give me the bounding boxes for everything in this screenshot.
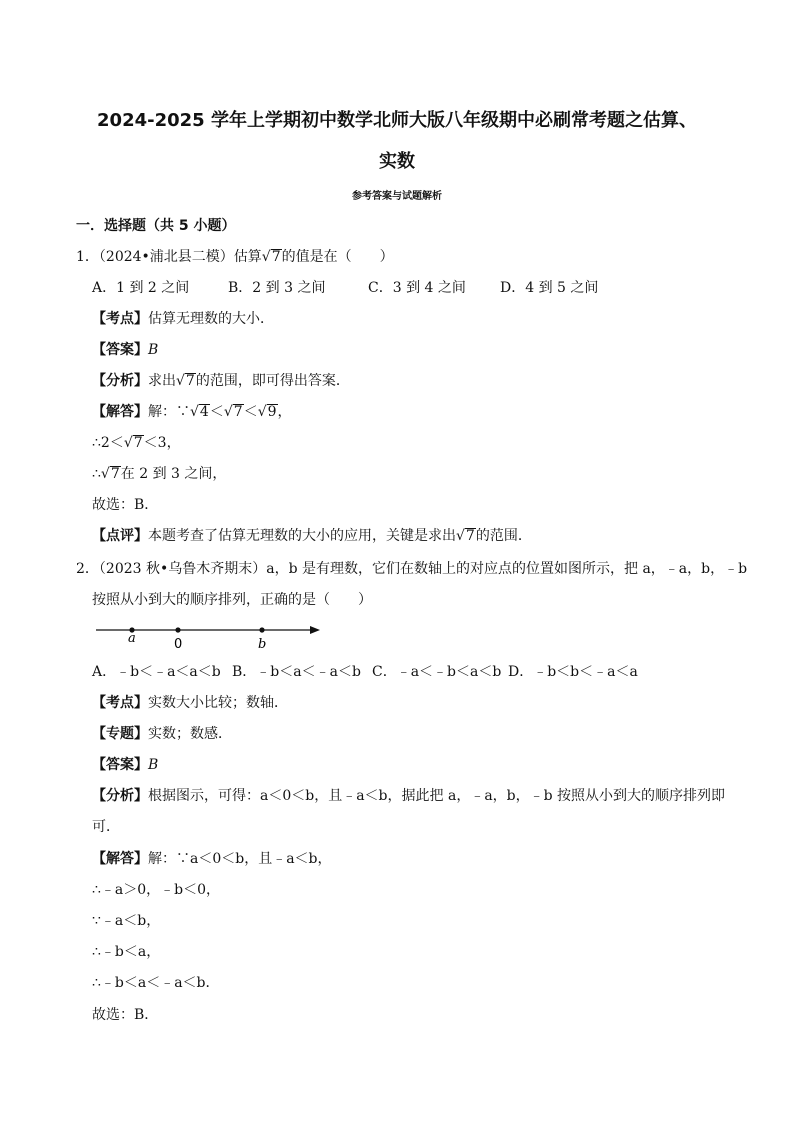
q2-answer: 【答案】B <box>92 757 159 773</box>
q1-choose: 故选：B． <box>92 497 159 513</box>
q1-options <box>92 278 598 298</box>
sqrt-7: √7 <box>100 466 120 482</box>
q2-kaodian: 【考点】实数大小比较；数轴． <box>92 695 288 711</box>
q2-jieda-step5: ∴﹣b＜a＜﹣a＜b． <box>92 975 220 991</box>
q1-option-c: C．3 到 4 之间 <box>368 280 466 296</box>
sqrt-7: √7 <box>223 404 243 420</box>
q2-zhuanti: 【专题】实数；数感． <box>92 726 232 742</box>
q1-stem-suffix: 的值是在（ ） <box>281 249 394 265</box>
page-title-line2: 实数 <box>379 151 415 172</box>
q2-fenxi-cont: 可． <box>92 819 120 835</box>
q2-jieda-step2: ∴﹣a＞0，﹣b＜0， <box>92 882 221 898</box>
number-line-arrow <box>310 626 320 634</box>
q2-jieda-step3: ∵﹣a＜b， <box>92 913 161 929</box>
label-zero: 0 <box>174 637 183 652</box>
sqrt-7: √7 <box>123 435 143 451</box>
sqrt-7: √7 <box>456 528 475 544</box>
q1-dianping: 【点评】本题考查了估算无理数的大小的应用，关键是求出√7的范围． <box>92 528 532 544</box>
page-title-line1: 2024-2025 学年上学期初中数学北师大版八年级期中必刷常考题之估算、 <box>97 110 697 131</box>
q1-step3: ∴√7在 2 到 3 之间， <box>92 466 227 482</box>
point-zero <box>175 627 180 632</box>
q1-kaodian: 【考点】估算无理数的大小． <box>92 311 274 327</box>
q2-fenxi: 【分析】根据图示，可得：a＜0＜b，且﹣a＜b，据此把 a，﹣a，b，﹣b 按照从小到大的顺序排列即 <box>92 788 726 804</box>
sqrt-9: √9 <box>257 404 277 420</box>
q1-option-a: A．1 到 2 之间 <box>92 280 190 296</box>
q2-jieda-step4: ∴﹣b＜a， <box>92 944 161 960</box>
sqrt-7: √7 <box>176 373 195 389</box>
q2-stem-line1: 2．（2023 秋•乌鲁木齐期末）a，b 是有理数，它们在数轴上的对应点的位置如图所示，把 a，﹣a，b，﹣b <box>76 561 748 577</box>
label-a: a <box>128 631 136 646</box>
q1-stem-prefix: 1．（2024•浦北县二模）估算 <box>76 249 262 265</box>
section-heading: 一．选择题（共 5 小题） <box>76 218 236 234</box>
q2-choose: 故选：B． <box>92 1007 159 1023</box>
number-line-figure <box>94 618 326 652</box>
point-b <box>259 627 264 632</box>
q1-stem <box>76 247 394 267</box>
q2-stem-line2: 按照从小到大的顺序排列，正确的是（ ） <box>92 592 372 608</box>
q1-answer: 【答案】B <box>92 342 159 358</box>
q1-fenxi: 【分析】求出√7的范围，即可得出答案． <box>92 373 350 389</box>
sqrt-4: √4 <box>190 404 209 420</box>
q2-jieda: 【解答】解：∵a＜0＜b，且﹣a＜b， <box>92 851 332 867</box>
q2-options <box>92 662 638 682</box>
q2-option-a: A．﹣b＜﹣a＜a＜b <box>92 664 221 680</box>
q1-option-b: B．2 到 3 之间 <box>228 280 326 296</box>
page-subtitle: 参考答案与试题解析 <box>352 191 442 202</box>
q1-jieda: 【解答】解：∵√4＜√7＜√9， <box>92 404 292 420</box>
q2-option-b: B．﹣b＜a＜﹣a＜b <box>232 664 361 680</box>
sqrt-7: √7 <box>261 249 281 265</box>
q1-option-d: D．4 到 5 之间 <box>500 280 599 296</box>
q2-option-c: C．﹣a＜﹣b＜a＜b <box>372 664 502 680</box>
q2-option-d: D．﹣b＜b＜﹣a＜a <box>508 664 638 680</box>
q1-step2: ∴2＜√7＜3， <box>92 435 181 451</box>
label-b: b <box>258 637 267 652</box>
